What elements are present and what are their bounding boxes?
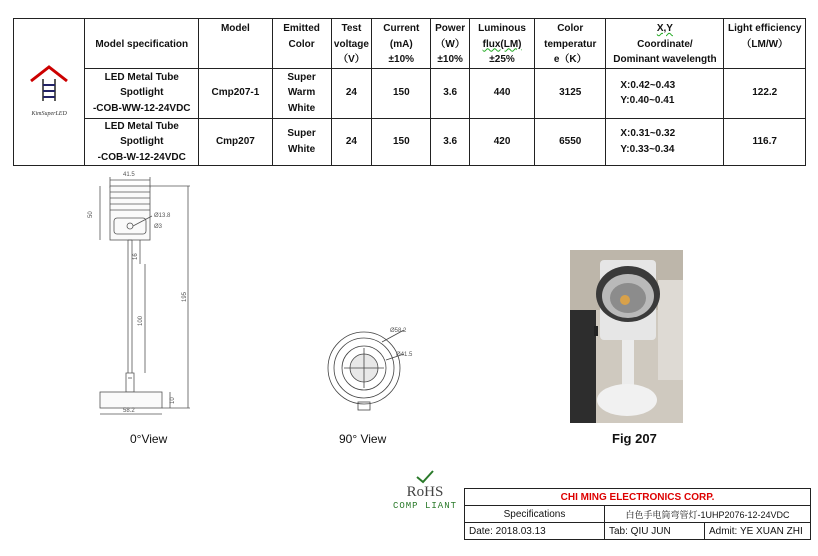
cell-cct: 6550: [535, 118, 606, 166]
header-current: Current (mA) ±10%: [372, 19, 431, 69]
svg-text:100: 100: [138, 315, 144, 326]
header-xy: X,Y Coordinate/ Dominant wavelength: [606, 19, 724, 69]
header-luminous: Luminous flux(LM) ±25%: [469, 19, 534, 69]
date-field: Date: 2018.03.13: [465, 523, 605, 540]
table-row: [14, 68, 806, 118]
cell-power: 3.6: [431, 68, 470, 118]
cell-power: 3.6: [431, 118, 470, 166]
cell-efficiency: 122.2: [724, 68, 806, 118]
logo: [14, 19, 85, 166]
spec-value: 白色手电筒弯管灯-1UHP2076-12-24VDC: [605, 506, 811, 523]
cell-current: 150: [372, 68, 431, 118]
table-row: [14, 118, 806, 166]
svg-text:Ø3: Ø3: [154, 224, 163, 230]
product-photo: [570, 250, 683, 423]
cell-model: Cmp207-1: [199, 68, 272, 118]
cell-voltage: 24: [331, 68, 372, 118]
rohs-check-icon: [415, 470, 435, 484]
tab-field: Tab: QIU JUN: [605, 523, 705, 540]
top-view-drawing: [320, 322, 420, 412]
view-90-label: 90° View: [339, 432, 387, 446]
cell-efficiency: 116.7: [724, 118, 806, 166]
company-name: CHI MING ELECTRONICS CORP.: [465, 489, 811, 506]
header-emitted: Emitted Color: [272, 19, 331, 69]
rohs-mark: RoHS COMP LIANT: [385, 470, 465, 511]
svg-text:10: 10: [170, 397, 176, 404]
cell-model: Cmp207: [199, 118, 272, 166]
header-color-temp: Color temperatur e（K）: [535, 19, 606, 69]
svg-text:Ø41.5: Ø41.5: [396, 352, 413, 358]
cell-current: 150: [372, 118, 431, 166]
svg-text:Ø58.2: Ø58.2: [390, 328, 407, 334]
svg-text:50: 50: [88, 211, 94, 218]
header-efficiency: Light efficiency （LM/W）: [724, 19, 806, 69]
header-model-spec: Model specification: [85, 19, 199, 69]
header-test-voltage: Test voltage （V）: [331, 19, 372, 69]
svg-text:Ø13.8: Ø13.8: [154, 213, 171, 219]
header-model: Model: [199, 19, 272, 69]
spec-table: [13, 18, 806, 166]
house-logo-icon: [27, 61, 71, 107]
cell-xy: X:0.42~0.43 Y:0.40~0.41: [606, 68, 724, 118]
cell-spec: LED Metal Tube Spotlight -COB-WW-12-24VDC: [85, 68, 199, 118]
cell-voltage: 24: [331, 118, 372, 166]
cell-spec: LED Metal Tube Spotlight -COB-W-12-24VDC: [85, 118, 199, 166]
spec-label: Specifications: [465, 506, 605, 523]
svg-text:41.5: 41.5: [123, 172, 135, 178]
cell-color: Super White: [272, 118, 331, 166]
cell-xy: X:0.31~0.32 Y:0.33~0.34: [606, 118, 724, 166]
cell-flux: 440: [469, 68, 534, 118]
svg-text:195: 195: [182, 291, 188, 302]
svg-text:58.2: 58.2: [123, 408, 135, 414]
admit-field: Admit: YE XUAN ZHI: [705, 523, 811, 540]
header-power: Power （W） ±10%: [431, 19, 470, 69]
cell-flux: 420: [469, 118, 534, 166]
title-block: [464, 488, 811, 540]
cell-cct: 3125: [535, 68, 606, 118]
view-0-label: 0°View: [130, 432, 168, 446]
figure-label: Fig 207: [612, 431, 657, 446]
svg-text:16: 16: [133, 253, 139, 260]
logo-text: KimSuperLED: [31, 111, 67, 118]
side-view-drawing: [80, 168, 200, 418]
cell-color: Super Warm White: [272, 68, 331, 118]
